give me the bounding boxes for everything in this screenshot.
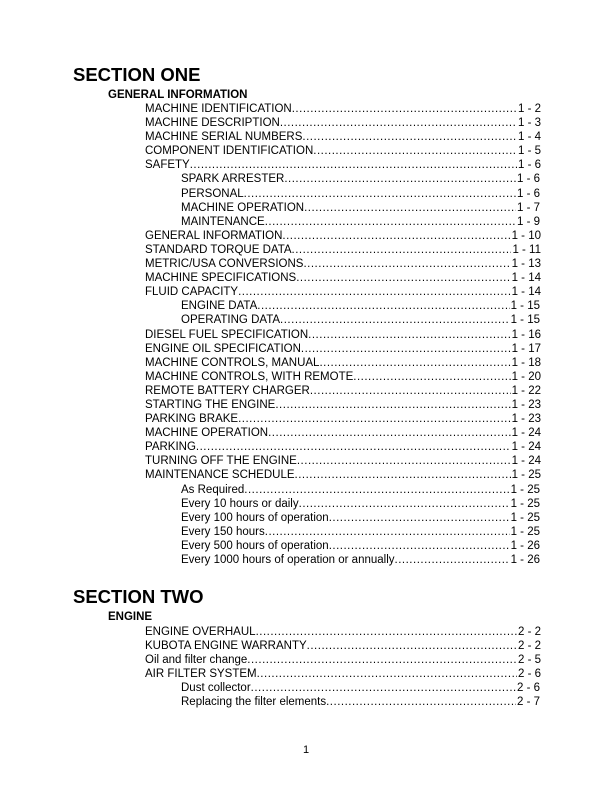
toc-entry-page: 1 - 15	[510, 314, 540, 327]
dot-leader	[310, 384, 511, 398]
toc-entry[interactable]	[145, 426, 541, 440]
toc-entry-label: Every 10 hours or daily	[181, 497, 299, 510]
toc-entry-label: PARKING BRAKE	[145, 413, 239, 426]
toc-entry-label: MAINTENANCE SCHEDULE	[145, 469, 295, 482]
dot-leader	[251, 681, 516, 695]
dot-leader	[319, 356, 510, 370]
toc-entry[interactable]	[181, 483, 540, 497]
dot-leader	[295, 468, 511, 482]
toc-entry[interactable]	[181, 497, 540, 511]
toc-entry-page: 1 - 18	[511, 356, 541, 369]
section-two-group-title: ENGINE	[108, 611, 153, 623]
toc-entry-label: SAFETY	[145, 159, 190, 172]
toc-entry-label: STANDARD TORQUE DATA	[145, 243, 292, 256]
toc-entry-page: 2 - 2	[517, 640, 541, 653]
dot-leader	[313, 144, 517, 158]
toc-entry-label: PERSONAL	[181, 187, 244, 200]
toc-entry-label: MACHINE DESCRIPTION	[145, 117, 280, 130]
dot-leader	[238, 285, 511, 299]
toc-entry[interactable]	[145, 102, 541, 116]
toc-entry-page: 1 - 3	[517, 117, 541, 130]
toc-entry[interactable]	[181, 313, 540, 327]
toc-entry-page: 1 - 9	[516, 215, 540, 228]
toc-entry[interactable]	[145, 243, 541, 257]
dot-leader	[244, 187, 516, 201]
toc-entry[interactable]	[181, 299, 540, 313]
page-number: 1	[302, 744, 310, 756]
dot-leader	[247, 653, 517, 667]
toc-entry-page: 1 - 25	[510, 511, 540, 524]
section-one-title: SECTION ONE	[73, 64, 201, 85]
toc-entry[interactable]	[145, 454, 541, 468]
toc-entry-label: GENERAL INFORMATION	[145, 229, 283, 242]
toc-entry[interactable]	[145, 384, 541, 398]
toc-entry-page: 2 - 5	[517, 654, 541, 667]
dot-leader	[244, 483, 509, 497]
toc-entry-label: MACHINE OPERATION	[145, 427, 269, 440]
toc-entry-page: 2 - 6	[516, 682, 540, 695]
toc-entry-label: OPERATING DATA	[181, 314, 281, 327]
toc-entry[interactable]	[145, 412, 541, 426]
toc-entry-page: 1 - 6	[516, 187, 540, 200]
dot-leader	[196, 440, 511, 454]
toc-entry-page: 1 - 24	[511, 427, 541, 440]
dot-leader	[296, 271, 510, 285]
toc-entry[interactable]	[181, 539, 540, 553]
toc-entry-label: MACHINE SERIAL NUMBERS	[145, 131, 303, 144]
toc-entry-page: 1 - 25	[511, 469, 541, 482]
toc-entry-page: 1 - 26	[510, 554, 540, 566]
toc-entry-label: As Required	[181, 483, 245, 496]
toc-entry-page: 2 - 6	[517, 668, 541, 681]
toc-entry-page: 1 - 20	[511, 370, 541, 383]
toc-entry-label: COMPONENT IDENTIFICATION	[145, 145, 314, 158]
toc-entry[interactable]	[145, 158, 541, 172]
toc-entry-label: Every 500 hours of operation	[181, 539, 329, 552]
toc-entry-page: 1 - 26	[510, 539, 540, 552]
toc-entry[interactable]	[145, 342, 541, 356]
toc-entry-page: 1 - 13	[511, 258, 541, 271]
toc-entry-label: Every 150 hours	[181, 525, 265, 538]
dot-leader	[238, 412, 510, 426]
toc-entry-page: 1 - 24	[511, 441, 541, 454]
toc-entry-label: AIR FILTER SYSTEM	[145, 668, 257, 681]
toc-entry[interactable]	[145, 328, 541, 342]
toc-entry[interactable]	[181, 695, 540, 709]
toc-entry-label: DIESEL FUEL SPECIFICATION	[145, 328, 309, 341]
toc-entry-page: 1 - 16	[511, 328, 541, 341]
toc-entry-page: 1 - 6	[516, 173, 540, 186]
toc-entry-page: 1 - 25	[510, 483, 540, 496]
toc-entry-label: PARKING	[145, 441, 196, 454]
dot-leader	[301, 342, 511, 356]
dot-leader	[257, 667, 517, 681]
toc-entry-page: 1 - 17	[511, 342, 541, 355]
toc-entry[interactable]	[145, 440, 541, 454]
toc-entry-label: MACHINE CONTROLS, WITH REMOTE	[145, 370, 354, 383]
toc-entry[interactable]	[145, 229, 541, 243]
section-two-entries	[0, 625, 612, 710]
toc-entry-label: Dust collector	[181, 682, 251, 695]
toc-entry[interactable]	[145, 116, 541, 130]
toc-entry[interactable]	[145, 370, 541, 384]
toc-entry[interactable]	[181, 553, 540, 567]
toc-entry-page: 1 - 7	[516, 201, 540, 214]
section-one-entries	[0, 102, 612, 567]
dot-leader	[297, 454, 511, 468]
dot-leader	[303, 257, 510, 271]
toc-entry-label: Every 100 hours of operation	[181, 511, 329, 524]
toc-entry-page: 1 - 14	[511, 286, 541, 299]
toc-entry-page: 1 - 15	[510, 300, 540, 313]
toc-entry-label: METRIC/USA CONVERSIONS	[145, 258, 304, 271]
toc-entry-label: ENGINE OVERHAUL	[145, 626, 256, 638]
toc-entry[interactable]	[145, 271, 541, 285]
toc-entry[interactable]	[145, 667, 541, 681]
dot-leader	[280, 313, 510, 327]
dot-leader	[292, 102, 517, 116]
dot-leader	[329, 511, 510, 525]
dot-leader	[256, 625, 517, 639]
toc-entry[interactable]	[145, 285, 541, 299]
toc-entry-page: 1 - 23	[511, 413, 541, 426]
section-one-group-title: GENERAL INFORMATION	[108, 89, 248, 101]
toc-entry-label: SPARK ARRESTER	[181, 173, 285, 186]
toc-entry[interactable]	[145, 356, 541, 370]
toc-entry[interactable]	[145, 468, 541, 482]
dot-leader	[353, 370, 510, 384]
toc-entry-page: 1 - 25	[510, 497, 540, 510]
dot-leader	[257, 299, 509, 313]
dot-leader	[326, 695, 516, 709]
toc-entry-page: 1 - 5	[517, 145, 541, 158]
toc-entry[interactable]	[145, 653, 541, 667]
toc-entry-label: ENGINE OIL SPECIFICATION	[145, 342, 301, 355]
section-two-title: SECTION TWO	[73, 586, 204, 607]
dot-leader	[265, 525, 510, 539]
toc-entry-label: MACHINE SPECIFICATIONS	[145, 272, 297, 285]
toc-entry-page: 1 - 4	[517, 131, 541, 144]
toc-entry-label: Oil and filter change	[145, 654, 248, 667]
dot-leader	[265, 215, 516, 229]
toc-entry[interactable]	[181, 525, 540, 539]
toc-entry[interactable]	[181, 681, 540, 695]
toc-entry-label: KUBOTA ENGINE WARRANTY	[145, 640, 307, 653]
toc-entry-label: MACHINE IDENTIFICATION	[145, 103, 292, 115]
toc-entry[interactable]	[181, 201, 540, 215]
toc-entry-page: 1 - 14	[511, 272, 541, 285]
dot-leader	[280, 116, 517, 130]
toc-entry-page: 1 - 10	[511, 229, 541, 242]
toc-entry[interactable]	[181, 172, 540, 186]
dot-leader	[302, 130, 517, 144]
toc-entry-page: 1 - 11	[512, 243, 541, 256]
toc-entry-label: MACHINE OPERATION	[181, 201, 305, 214]
dot-leader	[268, 426, 510, 440]
toc-entry-page: 1 - 22	[511, 384, 541, 397]
toc-entry-label: TURNING OFF THE ENGINE	[145, 455, 297, 468]
dot-leader	[292, 243, 512, 257]
toc-entry[interactable]	[145, 257, 541, 271]
toc-entry-label: FLUID CAPACITY	[145, 286, 239, 299]
toc-entry-label: ENGINE DATA	[181, 300, 258, 313]
toc-entry[interactable]	[145, 398, 541, 412]
toc-entry-page: 2 - 2	[517, 626, 541, 638]
toc-entry[interactable]	[181, 511, 540, 525]
toc-entry-label: STARTING THE ENGINE	[145, 398, 276, 411]
toc-entry-label: MACHINE CONTROLS, MANUAL	[145, 356, 320, 369]
dot-leader	[275, 398, 510, 412]
toc-entry[interactable]	[145, 625, 541, 639]
toc-entry-label: Every 1000 hours of operation or annually	[181, 554, 395, 566]
toc-entry-page: 1 - 24	[511, 455, 541, 468]
toc-entry-page: 1 - 6	[517, 159, 541, 172]
toc-entry[interactable]	[181, 187, 540, 201]
dot-leader	[395, 553, 510, 567]
toc-entry[interactable]	[145, 144, 541, 158]
dot-leader	[284, 172, 516, 186]
dot-leader	[299, 497, 510, 511]
toc-entry-label: REMOTE BATTERY CHARGER	[145, 384, 310, 397]
dot-leader	[329, 539, 510, 553]
toc-entry-page: 1 - 23	[511, 398, 541, 411]
toc-entry-page: 2 - 7	[516, 696, 540, 709]
dot-leader	[308, 328, 510, 342]
dot-leader	[307, 639, 517, 653]
toc-entry-label: Replacing the filter elements	[181, 696, 327, 709]
toc-entry[interactable]	[145, 639, 541, 653]
toc-entry-page: 1 - 2	[517, 103, 541, 115]
toc-entry[interactable]	[145, 130, 541, 144]
toc-entry[interactable]	[181, 215, 540, 229]
dot-leader	[190, 158, 517, 172]
dot-leader	[304, 201, 516, 215]
toc-entry-page: 1 - 25	[510, 525, 540, 538]
dot-leader	[282, 229, 510, 243]
toc-entry-label: MAINTENANCE	[181, 215, 265, 228]
